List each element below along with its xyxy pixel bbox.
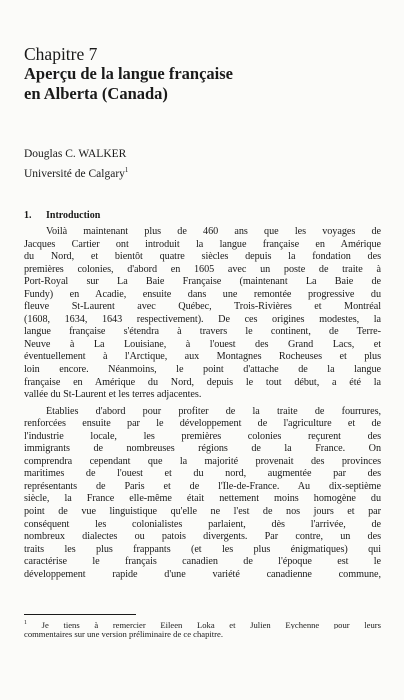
text-line: (1608, 1634, 1643 respectivement). De ces origines modestes, la [24, 313, 381, 325]
footnote [24, 618, 381, 640]
chapter-title-line: Aperçu de la langue française [24, 64, 233, 83]
text-line: du Nord, et bientôt quatre siècles depuis la fondation des [24, 251, 381, 263]
text-line: vallée du St-Laurent et les terres adjacentes. [24, 389, 202, 401]
text-line: Port-Royal sur La Baie Française (maintenant La Baie de [24, 276, 381, 288]
author-name: Douglas C. WALKER [24, 148, 127, 160]
chapter-title [24, 64, 233, 104]
text-line: l'industrie locale, les premières colonies reçurent des [24, 430, 381, 442]
section-number: 1. [24, 210, 32, 221]
text-line: Neuve à La Louisiane, à l'ouest des Grand Lacs, et [24, 338, 381, 350]
author-affiliation-line [24, 162, 128, 182]
text-line: conséquent les colonialistes parlaient, dès l'arrivée, de [24, 518, 381, 530]
footnote-line [24, 618, 381, 629]
text-line: Fundy) en Acadie, ensuite dans une remontée progressive du [24, 288, 381, 300]
footnote-divider [24, 614, 136, 615]
text-line: fleuve St-Laurent avec Québec, Trois-Rivières et Montréal [24, 301, 381, 313]
section-title: Introduction [46, 210, 101, 221]
text-line: loin encore. Néanmoins, le point d'attache de la langue [24, 364, 381, 376]
paragraph [24, 406, 381, 582]
text-line: renforcées ensuite par le développement de l'agriculture et de [24, 418, 381, 430]
text-line: siècle, la France elle-même était nettement moins homogène du [24, 493, 381, 505]
text-line: développement rapide d'une variété canadienne commune, [24, 568, 381, 580]
text-line: française en Amérique du Nord, depuis le tout début, a été la [24, 376, 381, 388]
footnote-mark: 1 [24, 620, 27, 626]
chapter-title-line: en Alberta (Canada) [24, 84, 168, 103]
text-line: immigrants de nombreuses régions de la France. On [24, 443, 381, 455]
text-line: maritimes de l'ouest et du nord, augmentée par des [24, 468, 381, 480]
text-line: nombreux dialectes ou patois divergents. Par contre, un des [24, 531, 381, 543]
text-line: Jacques Cartier ont introduit la langue française en Amérique [24, 238, 381, 250]
text-line: représentants de Paris et de l'Île-de-France. Au dix-septième [24, 480, 381, 492]
chapter-label: Chapitre 7 [24, 44, 98, 64]
text-line: premières colonies, d'abord en 1605 avec un poste de traite à [24, 263, 381, 275]
footnote-line: commentaires sur une version préliminaire de ce chapitre. [24, 629, 224, 639]
text-line: traits les plus frappants (et les plus énigmatiques) qui [24, 543, 381, 555]
text-line: point de vue linguistique qu'elle ne l'est de nos jours et par [24, 506, 381, 518]
paragraph [24, 226, 381, 402]
text-line: langue française s'étendra à travers le continent, de Terre- [24, 326, 381, 338]
section-heading [24, 210, 100, 222]
author-block [24, 146, 128, 182]
text-line: Établies d'abord pour profiter de la traite de fourrures, [46, 405, 381, 417]
body-text [24, 222, 381, 581]
footnote-text: Je tiens à remercier Eileen Loka et Julien Eychenne pour leurs [41, 619, 381, 629]
text-line: caractérise le français canadien de l'époque est le [24, 556, 381, 568]
text-line: comprendra cependant que la majorité provenait des provinces [24, 455, 381, 467]
text-line: éventuellement à l'Arctique, aux Montagnes Rocheuses et plus [24, 351, 381, 363]
author-affiliation: Université de Calgary [24, 167, 125, 180]
footnote-reference: 1 [124, 166, 129, 174]
text-line: Voilà maintenant plus de 460 ans que les voyages de [46, 226, 381, 237]
